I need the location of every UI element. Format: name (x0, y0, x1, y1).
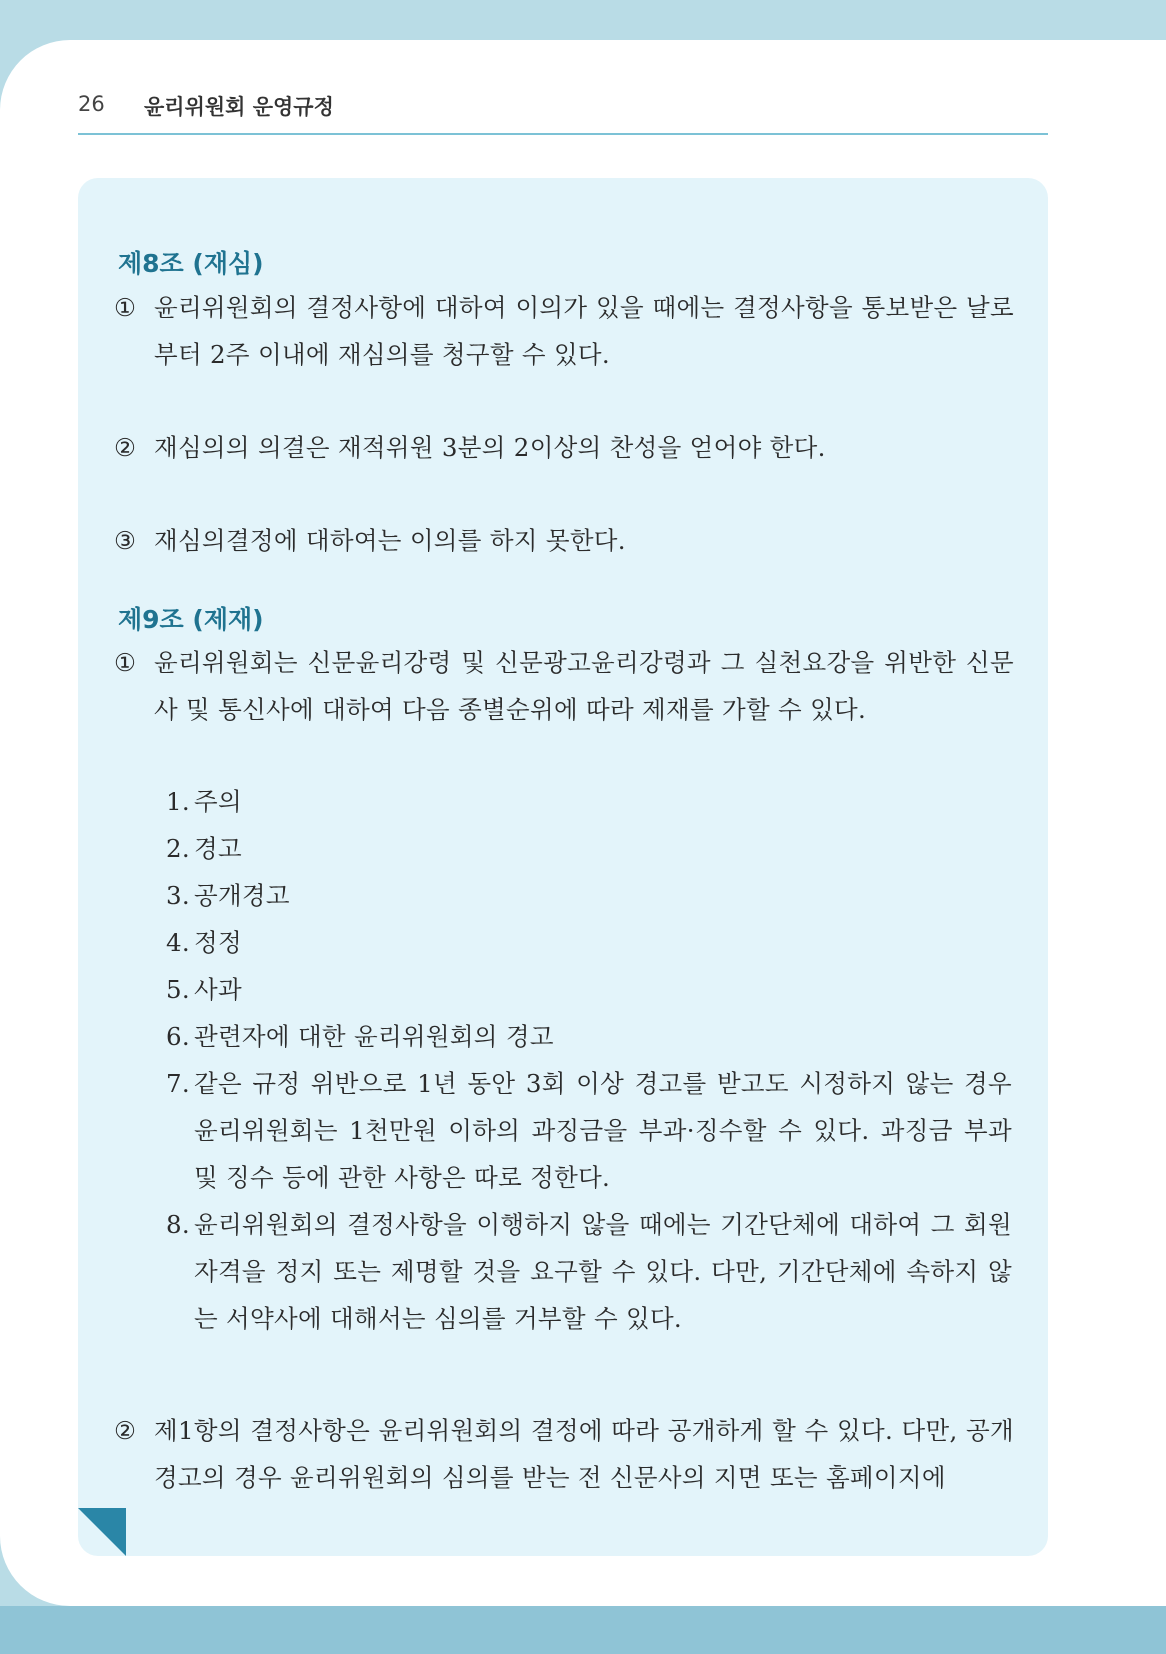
paragraph-mark: ② (114, 433, 137, 462)
list-item (166, 872, 1012, 919)
list-item (166, 1201, 1012, 1342)
paragraph-mark: ② (114, 1416, 137, 1445)
list-item (166, 1013, 1012, 1060)
item-number: 2. (166, 834, 190, 863)
item-text: 정정 (194, 928, 242, 957)
item-text: 경고 (194, 834, 242, 863)
content-panel (78, 178, 1048, 1556)
article-8-paragraph-2 (114, 424, 1014, 471)
list-item (166, 778, 1012, 825)
item-number: 7. (166, 1069, 190, 1098)
article-9-heading: 제9조 (제재) (118, 605, 264, 634)
header-divider (78, 133, 1048, 135)
page-header (78, 92, 1048, 134)
sanction-list (166, 778, 1012, 1342)
item-number: 4. (166, 928, 190, 957)
item-text: 주의 (194, 787, 242, 816)
paragraph-text: 윤리위원회의 결정사항에 대하여 이의가 있을 때에는 결정사항을 통보받은 날로부터 2주 이내에 재심의를 청구할 수 있다. (154, 293, 1014, 369)
item-number: 1. (166, 787, 190, 816)
article-9-paragraph-1 (114, 639, 1014, 733)
paragraph-text: 제1항의 결정사항은 윤리위원회의 결정에 따라 공개하게 할 수 있다. 다만, 공개경고의 경우 윤리위원회의 심의를 받는 전 신문사의 지면 또는 홈페이지에 (154, 1416, 1014, 1492)
list-item (166, 1060, 1012, 1201)
item-text: 사과 (194, 975, 242, 1004)
paragraph-text: 재심의결정에 대하여는 이의를 하지 못한다. (154, 526, 626, 555)
running-title: 윤리위원회 운영규정 (144, 95, 334, 119)
item-text: 관련자에 대한 윤리위원회의 경고 (194, 1022, 554, 1051)
item-number: 6. (166, 1022, 190, 1051)
bottom-band (0, 1606, 1166, 1654)
paragraph-mark: ① (114, 648, 137, 677)
article-9-paragraph-2 (114, 1407, 1014, 1501)
item-number: 3. (166, 881, 190, 910)
item-text: 윤리위원회의 결정사항을 이행하지 않을 때에는 기간단체에 대하여 그 회원자격을 정지 또는 제명할 것을 요구할 수 있다. 다만, 기간단체에 속하지 않는 서약사에 대해서는 심의를 거부할 수 있다. (194, 1210, 1012, 1333)
article-8-paragraph-3 (114, 517, 1014, 564)
item-number: 8. (166, 1210, 190, 1239)
paragraph-mark: ③ (114, 526, 137, 555)
top-band (0, 0, 1166, 40)
paragraph-text: 재심의의 의결은 재적위원 3분의 2이상의 찬성을 얻어야 한다. (154, 433, 826, 462)
list-item (166, 966, 1012, 1013)
item-text: 같은 규정 위반으로 1년 동안 3회 이상 경고를 받고도 시정하지 않는 경우 윤리위원회는 1천만원 이하의 과징금을 부과·징수할 수 있다. 과징금 부과 및 징수 등에 관한 사항은 따로 정한다. (194, 1069, 1012, 1192)
paragraph-text: 윤리위원회는 신문윤리강령 및 신문광고윤리강령과 그 실천요강을 위반한 신문사 및 통신사에 대하여 다음 종별순위에 따라 제재를 가할 수 있다. (154, 648, 1014, 724)
article-8-heading: 제8조 (재심) (118, 249, 264, 278)
item-text: 공개경고 (194, 881, 290, 910)
page-number: 26 (78, 92, 105, 116)
item-number: 5. (166, 975, 190, 1004)
list-item (166, 825, 1012, 872)
page-corner-fold (78, 1508, 126, 1556)
paragraph-mark: ① (114, 293, 137, 322)
list-item (166, 919, 1012, 966)
article-8-paragraph-1 (114, 284, 1014, 378)
